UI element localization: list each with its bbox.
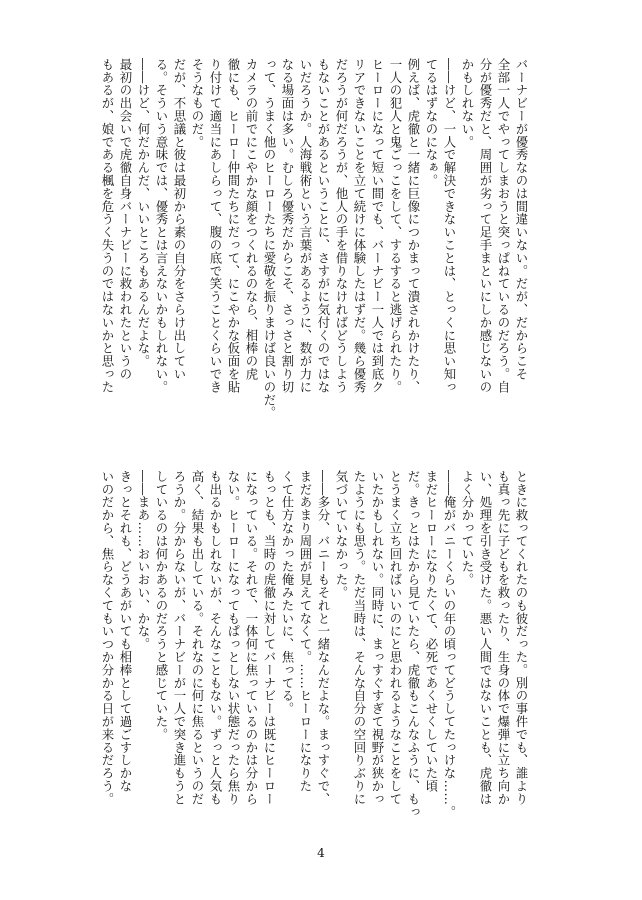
text-column: もっとも、当時の虎徹に対してバーナビーは既にヒーロー	[262, 470, 277, 806]
text-column: まだヒーローになりたくて、必死であくせくしていた頃	[424, 470, 439, 793]
text-column: ――けど、何だかんだ、いいところもあるんだよな。	[136, 58, 151, 368]
text-column: ――多分、バニーもそれと一緒なんだよな。まっすぐで、	[316, 470, 331, 806]
text-column: リアできないことを立て続けに体験したはずだ。幾ら優秀	[352, 58, 367, 394]
text-column: よく分かっていた。	[460, 470, 475, 587]
text-column: ときに救ってくれたのも彼だった。別の事件でも、誰より	[514, 470, 529, 806]
text-column: って、うまく他のヒーローたちに愛敬を振りまけば良いのだ。	[262, 58, 277, 420]
text-block-bottom	[100, 470, 530, 833]
text-column: もあるが、娘である楓を危うく失うのではないかと思った	[100, 58, 115, 394]
text-column: 例えば、虎徹と一緒に巨像につかまって潰されかけたり、	[406, 58, 421, 394]
text-column: ――俺がバニーくらいの年の頃ってどうしてたっけな……。	[442, 470, 457, 819]
text-column: 全部一人でやってしまおうと突っぱねているのだろう。自	[496, 58, 511, 394]
text-column: カメラの前でにこやかな顔をつくれるのなら、相棒の虎	[244, 58, 259, 381]
text-column: いのだから、焦らなくてもいつか分かる日が来るだろう。	[100, 470, 115, 806]
text-column: きっとそれも、どうあがいても相棒として過ごすしかな	[118, 470, 133, 793]
text-column: まだあまり周囲が見えてなくて。……ヒーローになりた	[298, 470, 313, 793]
text-column: かもしれない。	[460, 58, 475, 149]
text-column: だろうが何だろうが、他人の手を借りなければどうしよう	[334, 58, 349, 394]
text-column: しているのは何かあるのだろうと感じていた。	[154, 470, 169, 741]
text-column: 徹にも、ヒーロー仲間たちにだって、にこやかな仮面を貼	[226, 58, 241, 394]
text-column: 一人の犯人と鬼ごっこをして、するすると逃げられたり。	[388, 58, 403, 394]
text-column: 最初の出会いで虎徹自身バーナビーに救われたというの	[118, 58, 133, 381]
page-number: 4	[317, 846, 325, 860]
text-column: いだろうか。人海戦術という言葉があるように、数が力に	[298, 58, 313, 394]
text-column: ヒーローになって短い間でも、バーナビー一人では到底ク	[370, 58, 385, 394]
text-column: 気づいていなかった。	[334, 470, 349, 599]
text-column: くて仕方なかった俺みたいに、焦ってる。	[280, 470, 295, 716]
text-column: り付けて適当にあしらって、腹の底で笑うことくらいでき	[208, 58, 223, 394]
text-column: 高く、結果も出している。それなのに何に焦るというのだ	[190, 470, 205, 806]
text-column: だ。きっとはたから見ていたら、虎徹もこんなふうに、もっ	[406, 470, 421, 819]
text-column: ――けど、一人で解決できないことは、とっくに思い知っ	[442, 58, 457, 394]
text-column: だが、不思議と彼は最初から素の自分をさらけ出してい	[172, 58, 187, 381]
text-column: ない。ヒーローになってもぱっとしない状態だったら焦り	[226, 470, 241, 806]
text-column: なる場面は多い。むしろ優秀だからこそ、さっさと割り切	[280, 58, 295, 394]
text-column: たようにも思う。ただ当時は、そんな自分の空回りぶりに	[352, 470, 367, 806]
text-column: い、処理を引き受けた。悪い人間ではないことも、虎徹は	[478, 470, 493, 806]
text-column: バーナビーが優秀なのは間違いない。だが、だからこそ	[514, 58, 529, 381]
text-column: になっている。それで、一体何に焦っているのかは分から	[244, 470, 259, 806]
text-column: 分が優秀だと、周囲が劣って足手まといにしか感じないの	[478, 58, 493, 394]
text-column: も真っ先に子どもを救ったり、生身の体で爆弾に立ち向か	[496, 470, 511, 806]
text-column: もないことがあるということに、さすがに気付くのではな	[316, 58, 331, 394]
text-column: てるはずなのになぁ。	[424, 58, 439, 187]
text-column: ――まあ……おいおい、かな。	[136, 470, 151, 651]
text-column: る。そういう意味では、優秀とは言えないかもしれない。	[154, 58, 169, 394]
text-column: も出るかもしれないが、そんなこともない。ずっと人気も	[208, 470, 223, 806]
text-column: とうまく立ち回ればいいのにと思われるようなことをして	[388, 470, 403, 806]
text-block-top	[100, 58, 530, 421]
text-column: そうなものだ。	[190, 58, 205, 149]
text-column: いたかもしれない。同時に、まっすぐすぎて視野が狭かっ	[370, 470, 385, 806]
text-column: ろうか。分からないが、バーナビーが一人で突き進もうと	[172, 470, 187, 806]
